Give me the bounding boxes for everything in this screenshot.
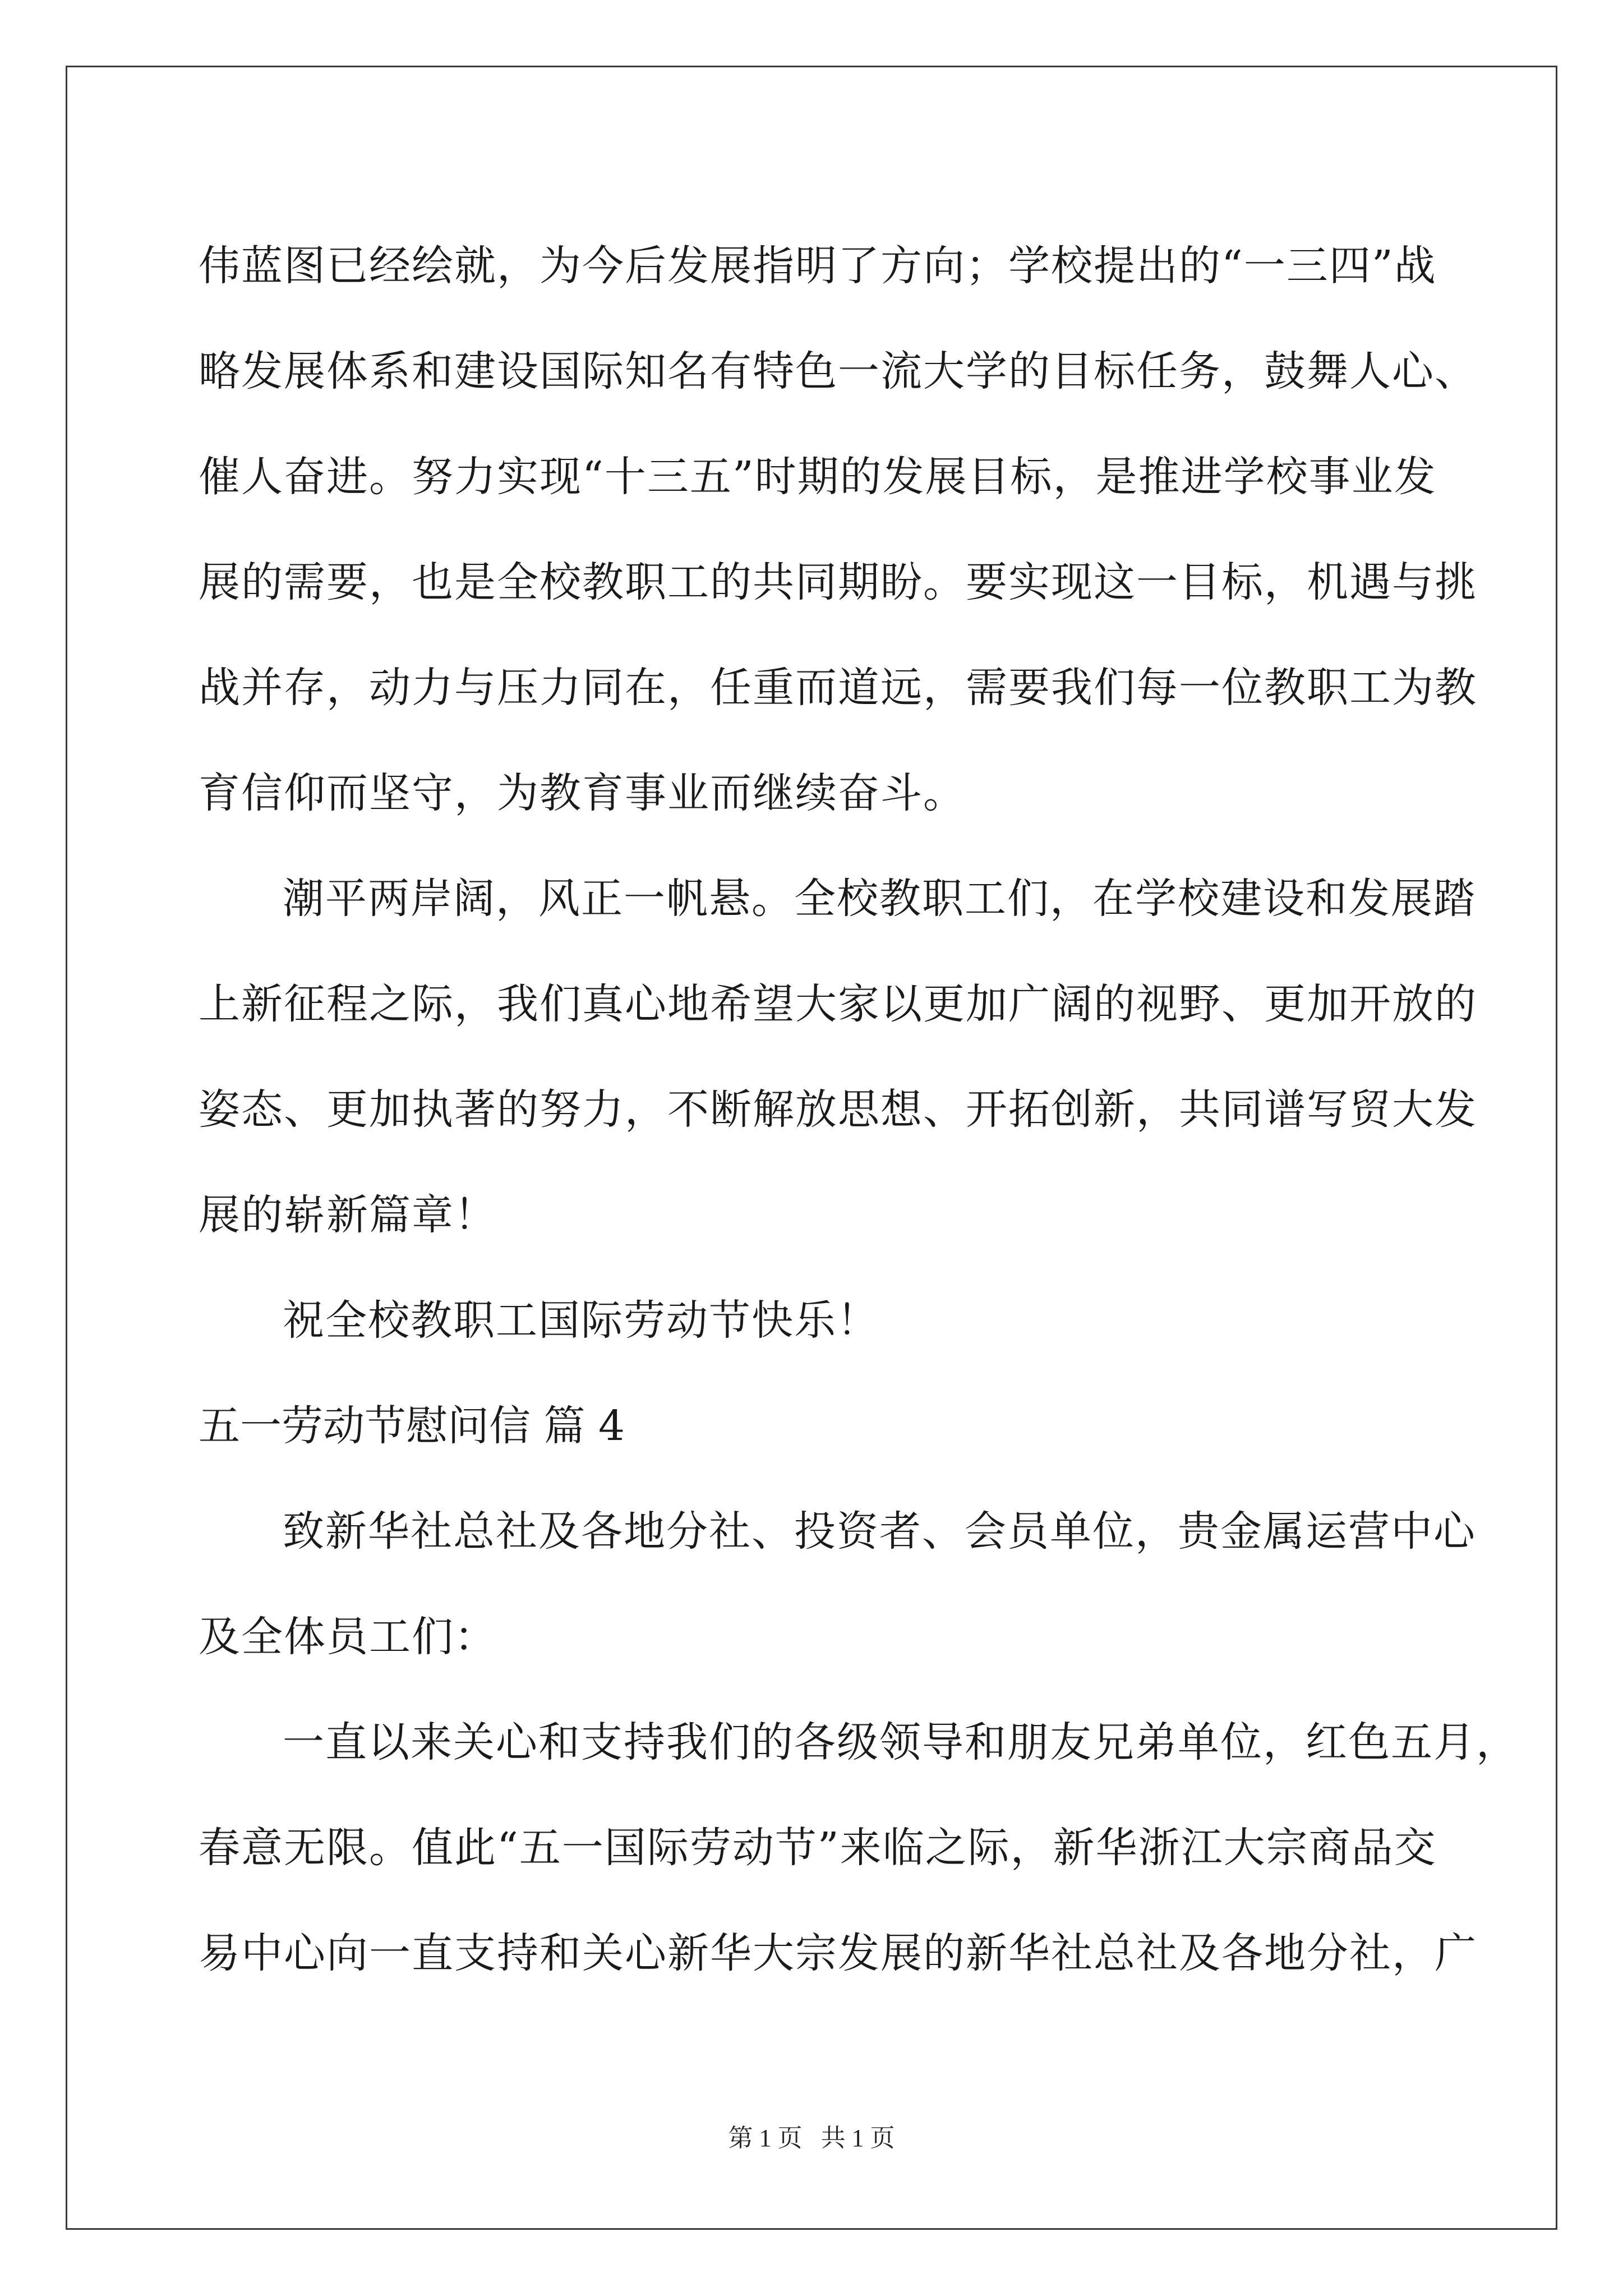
text-line: 易中心向一直支持和关心新华大宗发展的新华社总社及各地分社，广 bbox=[199, 1929, 1477, 1977]
section-heading: 五一劳动节慰问信 篇 4 bbox=[199, 1402, 625, 1450]
paragraph bbox=[199, 1268, 1472, 1373]
text-line: 一直以来关心和支持我们的各级领导和朋友兄弟单位，红色五月， bbox=[283, 1718, 1519, 1766]
page-total: 共 1 页 bbox=[820, 2124, 895, 2152]
text-line: 致新华社总社及各地分社、投资者、会员单位，贵金属运营中心 bbox=[283, 1507, 1476, 1556]
text-line: 展的需要，也是全校教职工的共同期盼。要实现这一目标，机遇与挑 bbox=[199, 558, 1477, 606]
page-number: 第 1 页 bbox=[728, 2124, 803, 2152]
page-footer bbox=[0, 2118, 1623, 2154]
paragraph bbox=[199, 1479, 1476, 1690]
text-line: 上新征程之际，我们真心地希望大家以更加广阔的视野、更加开放的 bbox=[199, 980, 1477, 1028]
text-line: 育信仰而坚守，为教育事业而继续奋斗。 bbox=[199, 769, 966, 817]
text-line: 祝全校教职工国际劳动节快乐！ bbox=[283, 1296, 879, 1345]
paragraph bbox=[199, 1690, 1519, 2006]
text-line: 战并存，动力与压力同在，任重而道远，需要我们每一位教职工为教 bbox=[199, 664, 1477, 712]
text-line: 及全体员工们： bbox=[199, 1613, 497, 1661]
text-line: 姿态、更加执著的努力，不断解放思想、开拓创新，共同谱写贸大发 bbox=[199, 1085, 1477, 1134]
text-line: 略发展体系和建设国际知名有特色一流大学的目标任务，鼓舞人心、 bbox=[199, 347, 1477, 395]
text-line: 春意无限。值此“五一国际劳动节”来临之际，新华浙江大宗商品交 bbox=[199, 1824, 1437, 1872]
text-line: 展的崭新篇章！ bbox=[199, 1191, 497, 1239]
paragraph bbox=[199, 846, 1477, 1268]
text-line: 催人奋进。努力实现“十三五”时期的发展目标，是推进学校事业发 bbox=[199, 453, 1437, 501]
text-line: 伟蓝图已经绘就，为今后发展指明了方向；学校提出的“一三四”战 bbox=[199, 242, 1437, 290]
document-body bbox=[199, 213, 1519, 2006]
paragraph bbox=[199, 213, 1477, 846]
text-line: 潮平两岸阔，风正一帆悬。全校教职工们，在学校建设和发展踏 bbox=[283, 875, 1476, 923]
